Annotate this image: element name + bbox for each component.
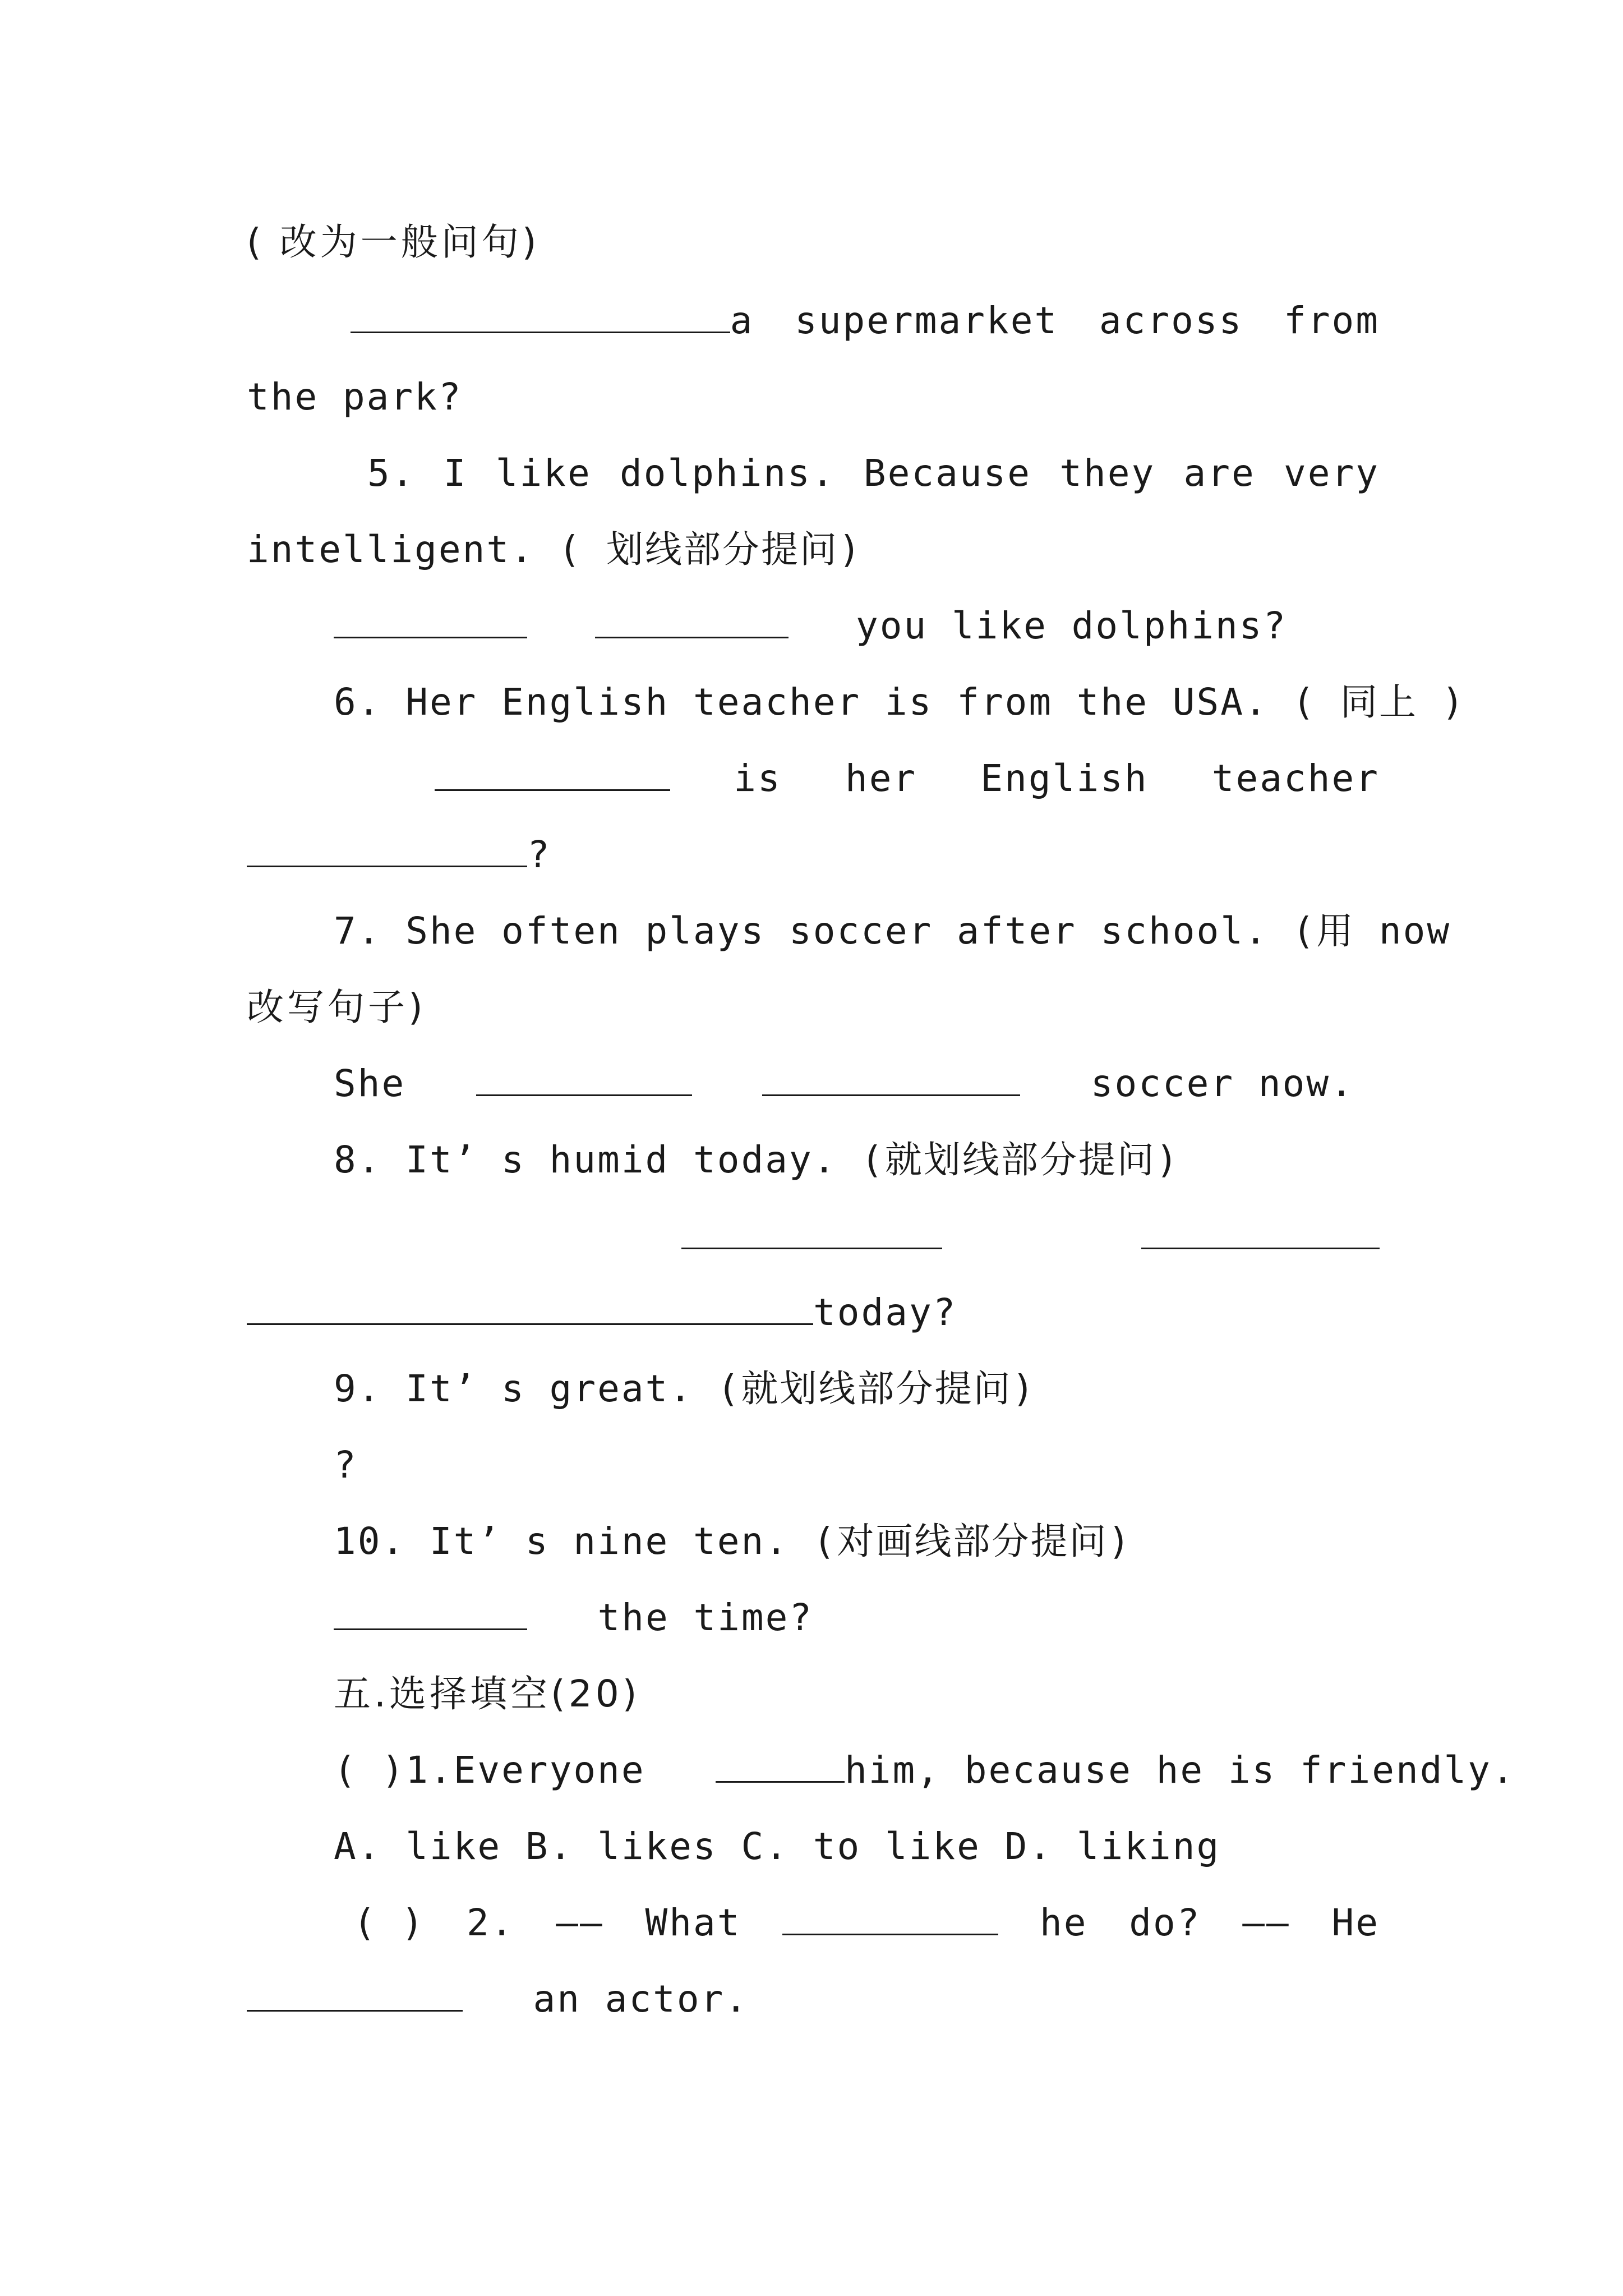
answer-blank[interactable] <box>520 300 730 333</box>
answer-blank[interactable] <box>716 1750 845 1783</box>
word: teacher <box>1211 757 1380 800</box>
question-4-answer-line <box>351 298 1380 343</box>
answer-blank[interactable] <box>247 834 527 867</box>
choice-question-1-options: A. like B. likes C. to like D. liking <box>334 1825 1221 1868</box>
answer-blank[interactable] <box>1141 1216 1380 1249</box>
answer-blank[interactable] <box>476 1063 692 1096</box>
choice-question-1: ( )1.Everyone him, because he is friendly. <box>334 1749 1516 1792</box>
answer-blank[interactable] <box>595 605 789 638</box>
question-6-answer-line <box>435 756 1380 801</box>
question-text: a supermarket across from <box>730 299 1380 342</box>
word: I <box>443 452 468 495</box>
word: like <box>495 452 592 495</box>
word: is <box>734 757 782 800</box>
question-8-answer-line <box>681 1216 1380 1261</box>
question-6: 6. Her English teacher is from the USA. ( 同上 ) <box>334 680 1466 724</box>
question-8: 8. It’ s humid today. (就划线部分提问) <box>334 1138 1180 1181</box>
word: English <box>980 757 1149 800</box>
answer-blank[interactable] <box>681 1216 942 1249</box>
word: are <box>1183 452 1256 495</box>
question-10: 10. It’ s nine ten. (对画线部分提问) <box>334 1520 1132 1563</box>
answer-blank[interactable] <box>782 1902 998 1935</box>
question-9: 9. It’ s great. (就划线部分提问) <box>334 1367 1036 1410</box>
word: Because <box>863 452 1032 495</box>
word: dolphins. <box>619 452 836 495</box>
question-number: 5. <box>367 452 416 495</box>
question-7-answer-line: She soccer now. <box>334 1062 1354 1105</box>
answer-blank[interactable] <box>247 1978 463 2012</box>
question-7: 7. She often plays soccer after school. (用 now <box>334 909 1451 953</box>
choice-question-2: ( ) 2. —— What he do? —— He <box>353 1901 1380 1944</box>
question-9-answer: ? <box>334 1443 358 1487</box>
question-text: intelligent. ( 划线部分提问) <box>247 528 863 571</box>
answer-blank[interactable] <box>334 605 527 638</box>
answer-blank[interactable] <box>334 1597 527 1630</box>
word: her <box>845 757 917 800</box>
question-text: you like dolphins? <box>856 604 1288 647</box>
question-6-answer-line-end: ? <box>247 832 551 877</box>
word: very <box>1284 452 1380 495</box>
answer-blank[interactable] <box>435 758 670 791</box>
word: they <box>1059 452 1156 495</box>
question-8-answer-line-end: today? <box>247 1290 957 1335</box>
section-heading-multiple-choice: 五.选择填空(20) <box>334 1672 640 1715</box>
instruction-change-to-question: ( 改为一般问句) <box>247 220 540 264</box>
answer-blank[interactable] <box>762 1063 1020 1096</box>
question-5-answer-line <box>334 604 1287 648</box>
choice-question-2-cont: an actor. <box>247 1977 749 2022</box>
question-5 <box>367 451 1380 496</box>
answer-blank[interactable] <box>247 1292 813 1325</box>
question-text: the park? <box>247 375 463 418</box>
answer-blank[interactable] <box>351 300 520 333</box>
question-10-answer-line: the time? <box>334 1595 813 1640</box>
instruction-rewrite: 改写句子) <box>247 986 426 1029</box>
